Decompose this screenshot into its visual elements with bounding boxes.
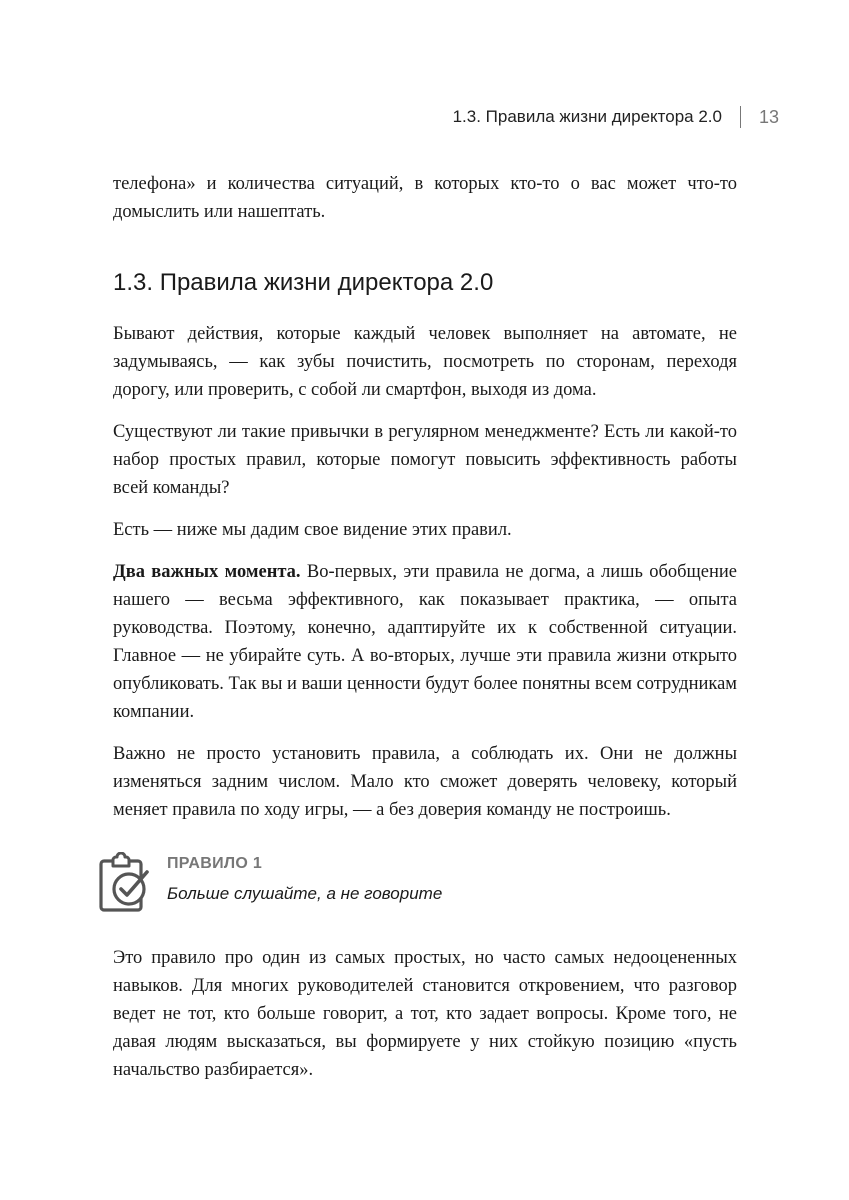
page-number: 13 xyxy=(758,106,779,127)
paragraph-3: Есть — ниже мы дадим свое видение этих правил. xyxy=(113,520,512,540)
paragraph-2: Существуют ли такие привычки в регулярном менеджменте? Есть ли какой-то набор простых правил, которые помогут повысить эффективность работы всей команды? xyxy=(113,422,737,498)
rule-title: ПРАВИЛО 1 xyxy=(167,855,263,872)
paragraph-5: Важно не просто установить правила, а соблюдать их. Они не должны изменяться задним числом. Мало кто сможет доверять человеку, который меняет правила по ходу игры, — а без доверия команду не построишь. xyxy=(113,744,737,820)
section-title: 1.3. Правила жизни директора 2.0 xyxy=(113,269,494,296)
paragraph-6: Это правило про один из самых простых, но часто самых недооцененных навыков. Для многих руководителей становится откровением, что разговор ведет не тот, кто больше говорит, а тот, кто задает вопросы. Кроме того, не давая людям высказаться, вы формируете у них стойкую позицию «пусть начальство разбирается». xyxy=(113,948,737,1080)
running-header xyxy=(453,106,779,128)
rule-subtitle: Больше слушайте, а не говорите xyxy=(167,884,443,903)
clipboard-check-icon xyxy=(97,852,151,912)
paragraph-4 xyxy=(113,558,737,726)
paragraph-4-text: Во-первых, эти правила не догма, а лишь обобщение нашего — весьма эффективного, как показывает практика, — опыта руководства. Поэтому, конечно, адаптируйте их к собственной ситуации. Главное — не убирайте суть. А во-вторых, лучше эти правила жизни открыто опубликовать. Так вы и ваши ценности будут более понятны всем сотрудникам компании. xyxy=(113,562,737,722)
paragraph-4-lead: Два важных момента. xyxy=(113,562,301,582)
page-body xyxy=(113,170,737,1098)
rule-callout xyxy=(97,850,737,912)
running-title: 1.3. Правила жизни директора 2.0 xyxy=(452,107,722,126)
paragraph-continued: телефона» и количества ситуаций, в которых кто-то о вас может что-то домыслить или нашептать. xyxy=(113,174,737,222)
header-divider xyxy=(740,106,741,128)
paragraph-1: Бывают действия, которые каждый человек выполняет на автомате, не задумываясь, — как зубы почистить, посмотреть по сторонам, переходя дорогу, или проверить, с собой ли смартфон, выходя из дома. xyxy=(113,324,737,400)
